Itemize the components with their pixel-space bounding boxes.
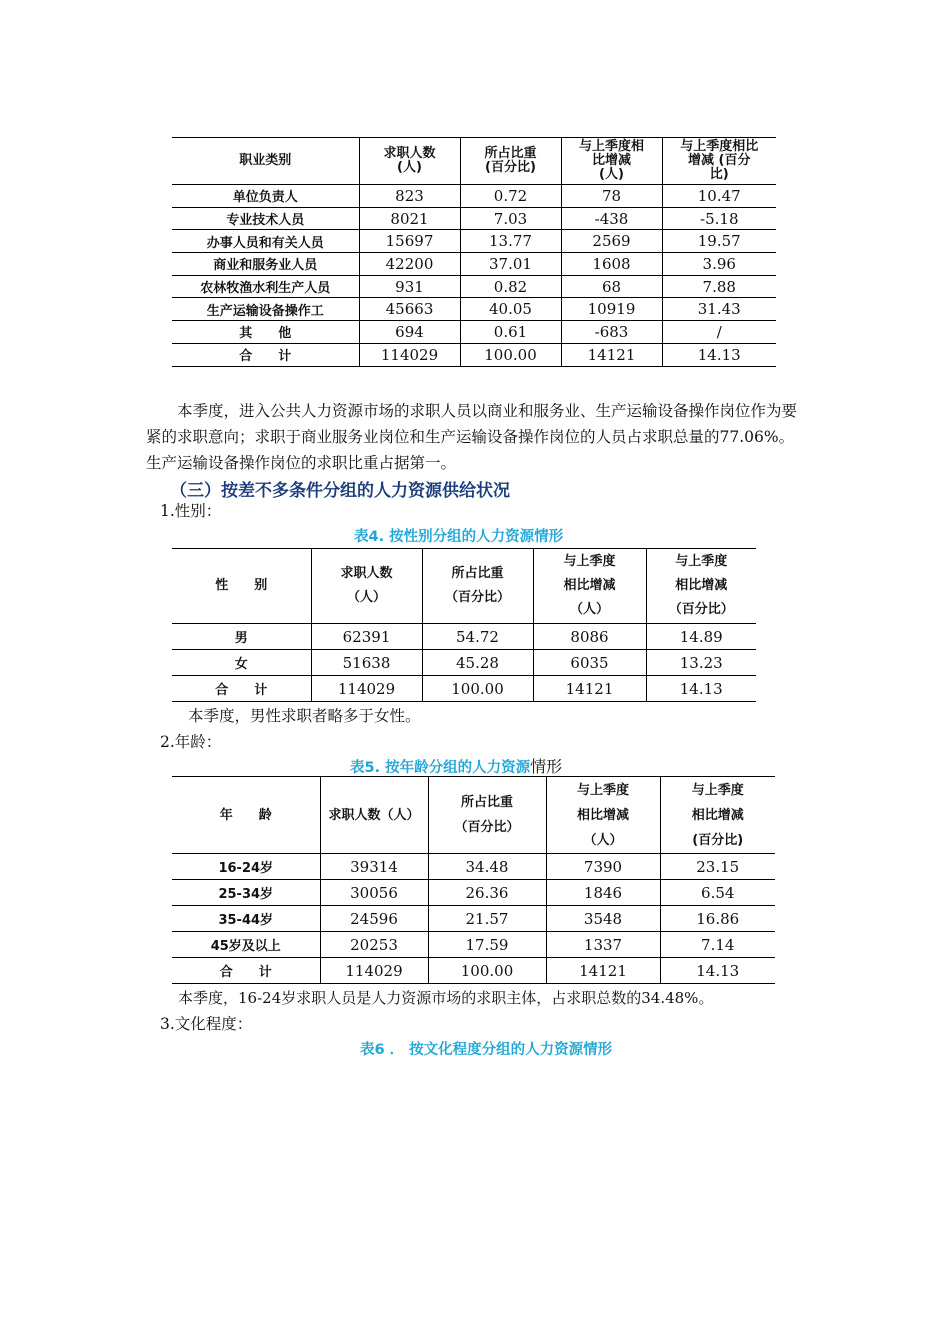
header-change-pct: 与上季度相比 增减 (百分 比) [662, 138, 776, 185]
occupation-table [172, 137, 776, 367]
header-change: 与上季度相 比增减 (人) [561, 138, 662, 185]
row-label: 合 计 [172, 958, 320, 984]
subsection-age: 2.年龄： [160, 733, 222, 751]
cell: 31.43 [662, 298, 776, 321]
table5-caption-bold: 表5. 按年龄分组的人力资源 [350, 760, 531, 776]
row-label: 专业技术人员 [172, 207, 359, 230]
table-row [172, 321, 776, 344]
cell: 8086 [533, 624, 646, 650]
cell: 14.13 [662, 343, 776, 366]
cell: 39314 [320, 854, 428, 880]
table6-caption: 表6 ． 按文化程度分组的人力资源情形 [360, 1042, 613, 1058]
cell: 823 [359, 185, 460, 208]
header-count: 求职人数 (人) [359, 138, 460, 185]
header-change-pct: 与上季度 相比增减 (百分比) [660, 777, 775, 854]
cell: 6.54 [660, 880, 775, 906]
cell: 8021 [359, 207, 460, 230]
header-share: 所占比重 （百分比） [422, 549, 533, 624]
row-label: 其 他 [172, 321, 359, 344]
cell: 1337 [546, 932, 660, 958]
header-share: 所占比重 （百分比） [428, 777, 546, 854]
table-header-row [172, 549, 756, 624]
subsection-gender: 1.性别： [160, 502, 222, 520]
cell: 7390 [546, 854, 660, 880]
cell: 7.14 [660, 932, 775, 958]
row-label: 合 计 [172, 676, 311, 702]
cell: -683 [561, 321, 662, 344]
cell: 51638 [311, 650, 422, 676]
cell: 78 [561, 185, 662, 208]
cell: 114029 [311, 676, 422, 702]
table-row [172, 880, 775, 906]
table-row [172, 230, 776, 253]
cell: 37.01 [460, 253, 561, 276]
cell: 16.86 [660, 906, 775, 932]
cell: 42200 [359, 253, 460, 276]
subsection-education: 3.文化程度： [160, 1015, 253, 1033]
cell: 14.13 [660, 958, 775, 984]
cell: 34.48 [428, 854, 546, 880]
cell: 114029 [359, 343, 460, 366]
header-change: 与上季度 相比增减 （人） [533, 549, 646, 624]
cell: 114029 [320, 958, 428, 984]
cell: 14121 [546, 958, 660, 984]
section-3-title: （三）按差不多条件分组的人力资源供给状况 [170, 481, 510, 501]
cell: 54.72 [422, 624, 533, 650]
table5-caption [350, 754, 562, 777]
row-label: 25-34岁 [172, 880, 320, 906]
cell: 17.59 [428, 932, 546, 958]
header-count: 求职人数（人） [320, 777, 428, 854]
table-row [172, 854, 775, 880]
occupation-summary-paragraph: 本季度，进入公共人力资源市场的求职人员以商业和服务业、生产运输设备操作岗位作为要紧的求职意向；求职于商业服务业岗位和生产运输设备操作岗位的人员占求职总量的77.06%。生产运输设备操作岗位的求职比重占据第一。 [146, 402, 798, 472]
cell: 3548 [546, 906, 660, 932]
row-label: 生产运输设备操作工 [172, 298, 359, 321]
table-row-total [172, 676, 756, 702]
header-change-pct: 与上季度 相比增减 （百分比） [646, 549, 756, 624]
header-change: 与上季度 相比增减 （人） [546, 777, 660, 854]
cell: 3.96 [662, 253, 776, 276]
cell: 62391 [311, 624, 422, 650]
cell: / [662, 321, 776, 344]
cell: 10919 [561, 298, 662, 321]
table-row [172, 275, 776, 298]
cell: 0.72 [460, 185, 561, 208]
cell: 694 [359, 321, 460, 344]
cell: 15697 [359, 230, 460, 253]
table-row [172, 624, 756, 650]
cell: 68 [561, 275, 662, 298]
cell: 30056 [320, 880, 428, 906]
table4-caption: 表4. 按性别分组的人力资源情形 [354, 529, 564, 545]
age-summary-paragraph: 本季度，16-24岁求职人员是人力资源市场的求职主体，占求职总数的34.48%。 [178, 989, 714, 1007]
row-label: 女 [172, 650, 311, 676]
cell: 100.00 [428, 958, 546, 984]
row-label: 农林牧渔水利生产人员 [172, 275, 359, 298]
cell: 19.57 [662, 230, 776, 253]
cell: 14121 [533, 676, 646, 702]
table-row-total [172, 343, 776, 366]
header-age: 年 龄 [172, 777, 320, 854]
row-label: 合 计 [172, 343, 359, 366]
table5-caption-plain: 情形 [530, 757, 563, 776]
table-row [172, 932, 775, 958]
header-gender: 性 别 [172, 549, 311, 624]
row-label: 35-44岁 [172, 906, 320, 932]
row-label: 商业和服务业人员 [172, 253, 359, 276]
table-row [172, 185, 776, 208]
row-label: 16-24岁 [172, 854, 320, 880]
cell: 7.88 [662, 275, 776, 298]
cell: 21.57 [428, 906, 546, 932]
table-row-total [172, 958, 775, 984]
row-label: 45岁及以上 [172, 932, 320, 958]
cell: 1608 [561, 253, 662, 276]
cell: 931 [359, 275, 460, 298]
cell: 26.36 [428, 880, 546, 906]
cell: 13.23 [646, 650, 756, 676]
cell: 0.82 [460, 275, 561, 298]
cell: 2569 [561, 230, 662, 253]
cell: 13.77 [460, 230, 561, 253]
cell: 10.47 [662, 185, 776, 208]
row-label: 单位负责人 [172, 185, 359, 208]
cell: 14.13 [646, 676, 756, 702]
table-header-row [172, 777, 775, 854]
cell: 7.03 [460, 207, 561, 230]
cell: 23.15 [660, 854, 775, 880]
cell: 45663 [359, 298, 460, 321]
cell: -438 [561, 207, 662, 230]
table-row [172, 298, 776, 321]
row-label: 男 [172, 624, 311, 650]
cell: 100.00 [422, 676, 533, 702]
cell: 0.61 [460, 321, 561, 344]
row-label: 办事人员和有关人员 [172, 230, 359, 253]
header-count: 求职人数 （人） [311, 549, 422, 624]
table-row [172, 207, 776, 230]
cell: 20253 [320, 932, 428, 958]
cell: 40.05 [460, 298, 561, 321]
header-occupation: 职业类别 [172, 138, 359, 185]
table-row [172, 906, 775, 932]
cell: 14121 [561, 343, 662, 366]
cell: 14.89 [646, 624, 756, 650]
header-share: 所占比重 (百分比) [460, 138, 561, 185]
cell: 24596 [320, 906, 428, 932]
table-header-row [172, 138, 776, 185]
age-table [172, 776, 775, 984]
gender-summary-paragraph: 本季度，男性求职者略多于女性。 [188, 707, 421, 725]
cell: 45.28 [422, 650, 533, 676]
cell: 6035 [533, 650, 646, 676]
table-row [172, 650, 756, 676]
table-row [172, 253, 776, 276]
cell: 100.00 [460, 343, 561, 366]
cell: 1846 [546, 880, 660, 906]
cell: -5.18 [662, 207, 776, 230]
gender-table [172, 548, 756, 702]
